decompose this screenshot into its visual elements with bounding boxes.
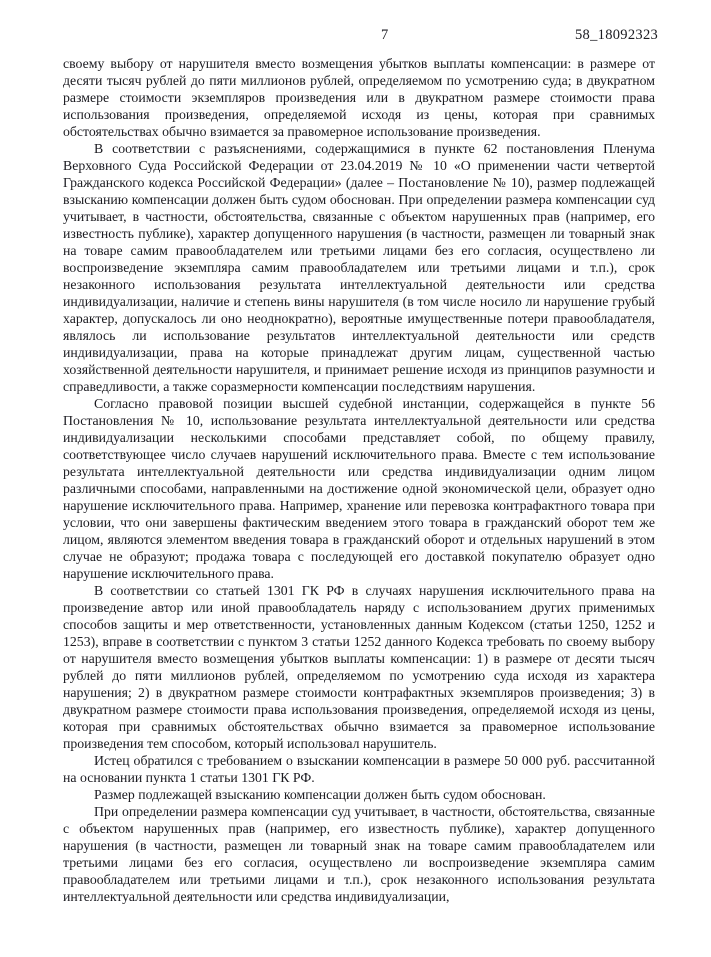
paragraph: Согласно правовой позиции высшей судебной инстанции, содержащейся в пункте 56 Постановления № 10, использование результата интеллектуальной деятельности или средства индивидуализации несколькими способами представляет собой, по общему правилу, соответствующее число случаев нарушений исключительного права. Вместе с тем использование результата интеллектуальной деятельности или средства индивидуализации одним лицом различными способами, направленными на достижение одной экономической цели, образует одно нарушение исключительного права. Например, хранение или перевозка контрафактного товара при условии, что они завершены фактическим введением этого товара в гражданский оборот тем же лицом, являются элементом введения товара в гражданский оборот и отдельных нарушений в этом случае не образуют; продажа товара с последующей его доставкой покупателю образует одно нарушение исключительного права.: [63, 396, 655, 581]
document-body: [63, 55, 655, 905]
paragraph-continuation: своему выбору от нарушителя вместо возмещения убытков выплаты компенсации: в размере от десяти тысяч рублей до пяти миллионов рублей, определяемом по усмотрению суда; в двукратном размере стоимости экземпляров произведения или в двукратном размере стоимости права использования произведения, определяемой исходя из цены, которая при сравнимых обстоятельствах обычно взимается за правомерное использование произведения.: [63, 56, 655, 139]
page-header: [0, 27, 711, 47]
case-number: 58_18092323: [575, 27, 659, 43]
paragraph: В соответствии с разъяснениями, содержащимися в пункте 62 постановления Пленума Верховного Суда Российской Федерации от 23.04.2019 № 10 «О применении части четвертой Гражданского кодекса Российской Федерации» (далее – Постановление № 10), размер подлежащей взысканию компенсации должен быть судом обоснован. При определении размера компенсации суд учитывает, в частности, обстоятельства, связанные с объектом нарушенных прав (например, его известность публике), характер допущенного нарушения (в частности, размещен ли товарный знак на товаре самим правообладателем или третьими лицами без его согласия, осуществлено ли воспроизведение экземпляра самим правообладателем или третьими лицами и т.п.), срок незаконного использования результата интеллектуальной деятельности или средства индивидуализации, наличие и степень вины нарушителя (в том числе носило ли нарушение грубый характер, допускалось ли оно неоднократно), вероятные имущественные потери правообладателя, являлось ли использование результатов интеллектуальной деятельности или средств индивидуализации, права на которые принадлежат другим лицам, существенной частью хозяйственной деятельности нарушителя, и принимает решение исходя из принципов разумности и справедливости, а также соразмерности компенсации последствиям нарушения.: [63, 141, 655, 394]
paragraph: Размер подлежащей взысканию компенсации должен быть судом обоснован.: [94, 787, 546, 802]
paragraph: При определении размера компенсации суд учитывает, в частности, обстоятельства, связанные с объектом нарушенных прав (например, его известность публике), характер допущенного нарушения (в частности, размещен ли товарный знак на товаре самим правообладателем или третьими лицами без его согласия, осуществлено ли воспроизведение экземпляра самим правообладателем или третьими лицами и т.п.), срок незаконного использования результата интеллектуальной деятельности или средства индивидуализации,: [63, 804, 655, 904]
paragraph: В соответствии со статьей 1301 ГК РФ в случаях нарушения исключительного права на произведение автор или иной правообладатель наряду с использованием других применимых способов защиты и мер ответственности, установленных данным Кодексом (статьи 1250, 1252 и 1253), вправе в соответствии с пунктом 3 статьи 1252 данного Кодекса требовать по своему выбору от нарушителя вместо возмещения убытков выплаты компенсации: 1) в размере от десяти тысяч рублей до пяти миллионов рублей, определяемом по усмотрению суда исходя из характера нарушения; 2) в двукратном размере стоимости контрафактных экземпляров произведения; 3) в двукратном размере стоимости права использования произведения, определяемой исходя из цены, которая при сравнимых обстоятельствах обычно взимается за правомерное использование произведения тем способом, который использовал нарушитель.: [63, 583, 655, 751]
paragraph: Истец обратился с требованием о взыскании компенсации в размере 50 000 руб. рассчитанной на основании пункта 1 статьи 1301 ГК РФ.: [63, 753, 655, 785]
page-number: 7: [381, 27, 389, 43]
